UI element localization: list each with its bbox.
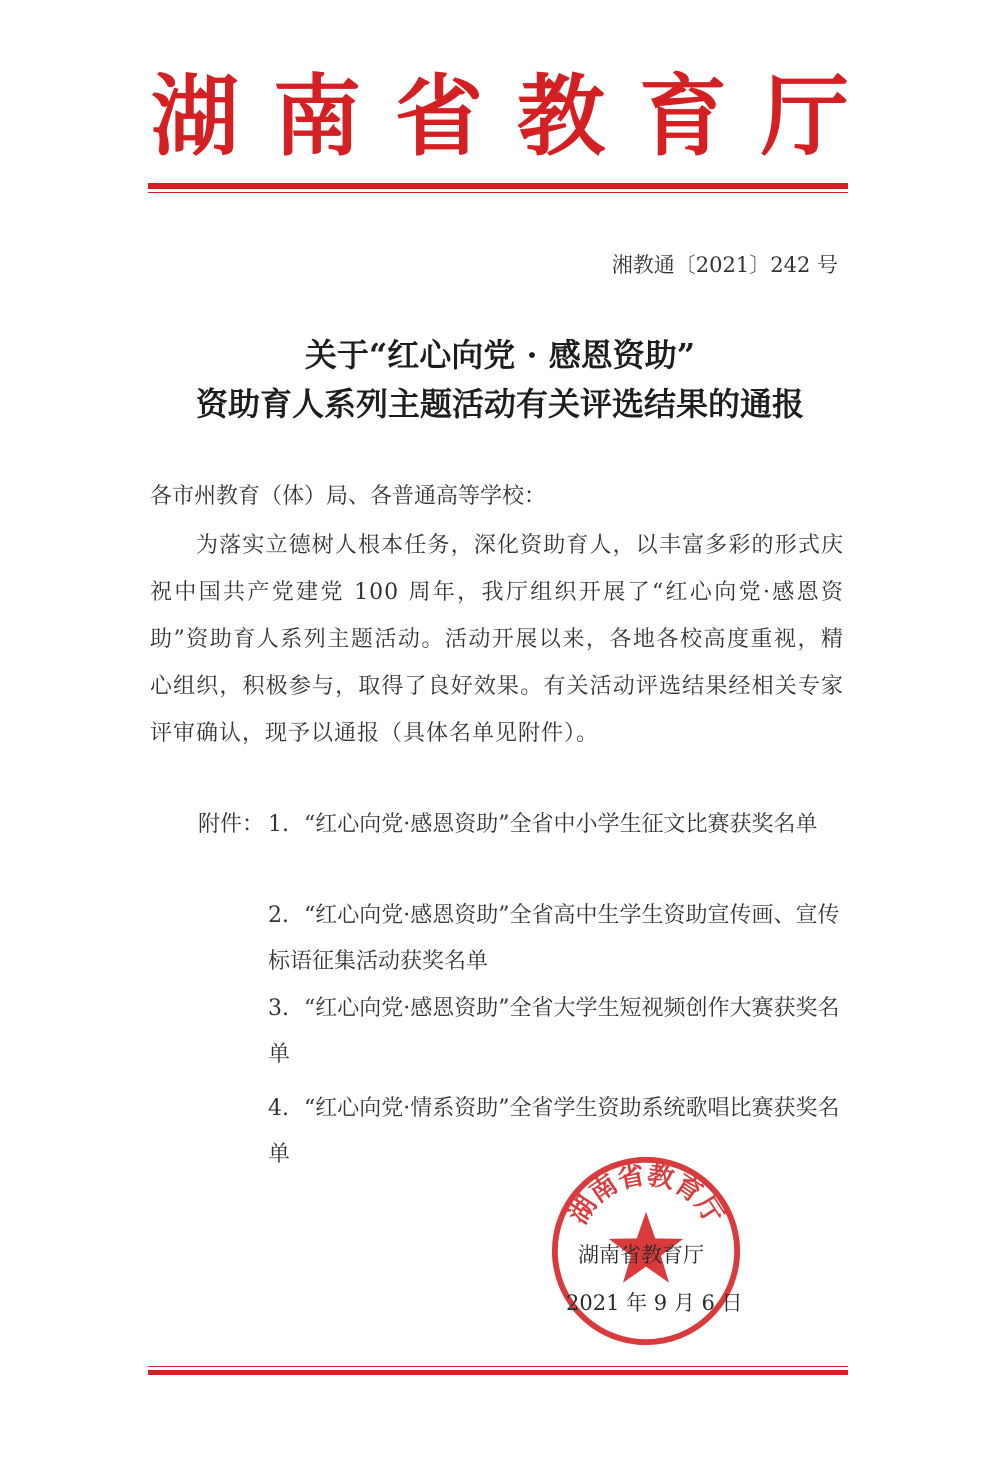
attachment-number: 2. [268,903,289,928]
footer-red-rule [148,1370,848,1375]
body-paragraph: 为落实立德树人根本任务，深化资助育人，以丰富多彩的形式庆祝中国共产党建党 100 周年，我厅组织开展了“红心向党·感恩资助”资助育人系列主题活动。活动开展以来，各地各校高度重视，精心组织，积极参与，取得了良好效果。有关活动评选结果经相关专家评审确认，现予以通报（具体名单见附件）。 [150,533,844,746]
salutation: 各市州教育（体）局、各普通高等学校： [150,484,547,509]
footer-red-rule-thin [148,1366,848,1367]
attachment-number: 1. [268,812,289,837]
attachment-text: “红心向党·感恩资助”全省中小学生征文比赛获奖名单 [304,812,818,837]
attachment-text: “红心向党·感恩资助”全省高中生学生资助宣传画、宣传标语征集活动获奖名单 [268,903,840,974]
attachment-item [268,986,848,1078]
attachment-item [268,802,848,848]
attachment-item [268,893,848,985]
document-title-line-1: 关于“红心向党 · 感恩资助” [304,336,696,374]
signature-date: 2021 年 9 月 6 日 [566,1291,743,1315]
attachment-number: 3. [268,996,289,1021]
org-header-title: 湖南省教育厅 [150,65,883,168]
document-number: 湘教通〔2021〕242 号 [611,253,838,277]
document-title-line-2: 资助育人系列主题活动有关评选结果的通报 [195,385,804,423]
attachment-text: “红心向党·感恩资助”全省大学生短视频创作大赛获奖名单 [268,996,840,1067]
header-red-rule [148,183,848,189]
attachment-text: “红心向党·情系资助”全省学生资助系统歌唱比赛获奖名单 [268,1096,840,1167]
header-red-rule-thin [148,192,848,193]
signature-org: 湖南省教育厅 [578,1243,704,1267]
attachments-label: 附件： [198,812,265,837]
seal-text: 湖南省教育厅 [562,1159,730,1230]
attachment-number: 4. [268,1096,289,1121]
